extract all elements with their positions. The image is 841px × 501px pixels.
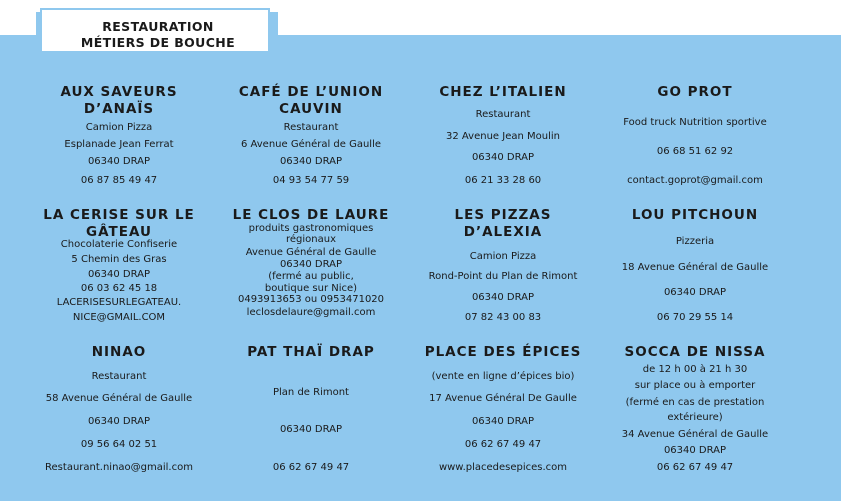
business-detail: 5 Chemin des Gras [71, 254, 167, 265]
business-phone: 04 93 54 77 59 [272, 175, 350, 186]
business-contact-link[interactable]: leclosdelaure@gmail.com [246, 307, 376, 318]
business-contact-link[interactable]: Restaurant.ninao@gmail.com [45, 462, 193, 473]
business-phone: 0493913653 ou 0953471020 [237, 294, 385, 305]
business-name: PLACE DES ÉPICES [424, 344, 582, 360]
business-detail: 06340 DRAP [87, 156, 151, 167]
section-title [40, 19, 276, 51]
business-detail: Restaurant [475, 109, 531, 120]
business-phone: 09 56 64 02 51 [80, 439, 158, 450]
business-detail: 06340 DRAP [471, 292, 535, 303]
business-detail: (vente en ligne d’épices bio) [431, 371, 575, 382]
business-phone: 07 82 43 00 83 [464, 312, 542, 323]
business-detail: 18 Avenue Général de Gaulle [621, 262, 769, 273]
business-name: GÂTEAU [86, 224, 152, 240]
business-detail: Food truck Nutrition sportive [623, 117, 767, 128]
business-detail: 06340 DRAP [663, 287, 727, 298]
business-detail: boutique sur Nice) [264, 283, 358, 294]
business-phone: 06 62 67 49 47 [464, 439, 542, 450]
business-detail: (fermé au public, [268, 271, 354, 282]
business-detail: produits gastronomiques [248, 223, 374, 234]
business-detail: 06340 DRAP [663, 445, 727, 456]
business-detail: Pizzeria [675, 236, 715, 247]
business-detail: (fermé en cas de prestation [625, 397, 765, 408]
business-detail: sur place ou à emporter [634, 380, 756, 391]
business-detail: 34 Avenue Général de Gaulle [621, 429, 769, 440]
business-detail: de 12 h 00 à 21 h 30 [642, 364, 748, 375]
business-detail: Camion Pizza [469, 251, 537, 262]
business-name: AUX SAVEURS [60, 84, 178, 100]
business-name: LA CERISE SUR LE [43, 207, 195, 223]
business-name: D’ANAÏS [83, 101, 155, 117]
business-name: CAFÉ DE L’UNION [238, 84, 384, 100]
business-detail: Restaurant [283, 122, 339, 133]
business-detail: extérieure) [667, 412, 723, 423]
section-title-line2: MÉTIERS DE BOUCHE [80, 35, 236, 50]
business-name: GO PROT [657, 84, 733, 100]
business-phone: 06 21 33 28 60 [464, 175, 542, 186]
business-contact-link[interactable]: contact.goprot@gmail.com [627, 175, 763, 186]
business-contact-link[interactable]: www.placedesepices.com [438, 462, 568, 473]
business-detail: Chocolaterie Confiserie [60, 239, 178, 250]
business-detail: Camion Pizza [85, 122, 153, 133]
business-phone: 06 68 51 62 92 [656, 146, 734, 157]
business-detail: 06340 DRAP [471, 416, 535, 427]
business-detail: Esplanade Jean Ferrat [64, 139, 174, 150]
business-name: CHEZ L’ITALIEN [439, 84, 567, 100]
business-name: LOU PITCHOUN [631, 207, 759, 223]
business-name: NINAO [91, 344, 147, 360]
business-detail: 06340 DRAP [87, 416, 151, 427]
section-title-line1: RESTAURATION [102, 19, 214, 34]
business-phone: 06 87 85 49 47 [80, 175, 158, 186]
business-name: SOCCA DE NISSA [624, 344, 766, 360]
business-phone: 06 70 29 55 14 [656, 312, 734, 323]
business-detail: 06340 DRAP [279, 424, 343, 435]
business-contact-link[interactable]: NICE@GMAIL.COM [72, 312, 166, 323]
business-phone: 06 62 67 49 47 [656, 462, 734, 473]
business-detail: Avenue Général de Gaulle [245, 247, 377, 258]
business-detail: régionaux [285, 234, 336, 245]
business-detail: 58 Avenue Général de Gaulle [45, 393, 193, 404]
business-detail: 06340 DRAP [87, 269, 151, 280]
business-detail: 06340 DRAP [471, 152, 535, 163]
business-detail: 17 Avenue Général De Gaulle [429, 393, 577, 404]
business-detail: LACERISESURLEGATEAU. [56, 297, 182, 308]
business-detail: 6 Avenue Général de Gaulle [240, 139, 382, 150]
business-detail: Rond-Point du Plan de Rimont [428, 271, 578, 282]
business-phone: 06 62 67 49 47 [272, 462, 350, 473]
business-detail: 06340 DRAP [279, 156, 343, 167]
business-detail: 06340 DRAP [279, 259, 343, 270]
business-detail: 32 Avenue Jean Moulin [446, 131, 560, 142]
business-name: LES PIZZAS [454, 207, 552, 223]
business-detail: Plan de Rimont [273, 387, 349, 398]
business-name: D’ALEXIA [463, 224, 543, 240]
business-name: PAT THAÏ DRAP [247, 344, 375, 360]
business-phone: 06 03 62 45 18 [80, 283, 158, 294]
business-name: CAUVIN [279, 101, 343, 117]
business-name: LE CLOS DE LAURE [232, 207, 390, 223]
business-detail: Restaurant [91, 371, 147, 382]
